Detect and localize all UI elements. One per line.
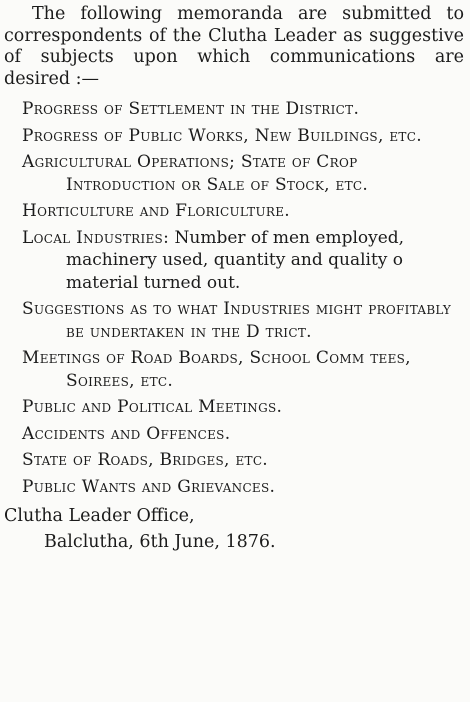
topic-local-industries: Local Industries: Number of men employed, machinery used, quantity and quality o material turned out. xyxy=(22,227,405,293)
topic-settlement: Progress of Settlement in the District. xyxy=(22,99,360,119)
topic-horticulture: Horticulture and Floriculture. xyxy=(22,201,291,221)
topic-public-works: Progress of Public Works, New Buildings, etc. xyxy=(22,125,422,146)
topic-roads-bridges: State of Roads, Bridges, etc. xyxy=(22,450,269,470)
topic-public-wants: Public Wants and Grievances. xyxy=(22,476,276,497)
topic-accidents: Accidents and Offences. xyxy=(22,423,231,444)
topic-public-meetings: Public and Political Meetings. xyxy=(22,397,283,417)
intro-paragraph: The following memoranda are submitted to correspondents of the Clutha Leader as suggestive of subjects upon which communications are desired :— xyxy=(4,4,464,89)
topic-meetings-boards: Meetings of Road Boards, School Comm tees, Soirees, etc. xyxy=(22,348,411,391)
topic-suggestions: Suggestions as to what Industries might profitably be undertaken in the D trict. xyxy=(22,299,452,342)
topic-agricultural-operations: Agricultural Operations; State of Crop Introduction or Sale of Stock, etc. xyxy=(22,152,369,195)
signature-date: Balclutha, 6th June, 1876. xyxy=(44,532,276,552)
signature-office: Clutha Leader Office, xyxy=(4,506,195,526)
topics-list xyxy=(4,98,464,498)
